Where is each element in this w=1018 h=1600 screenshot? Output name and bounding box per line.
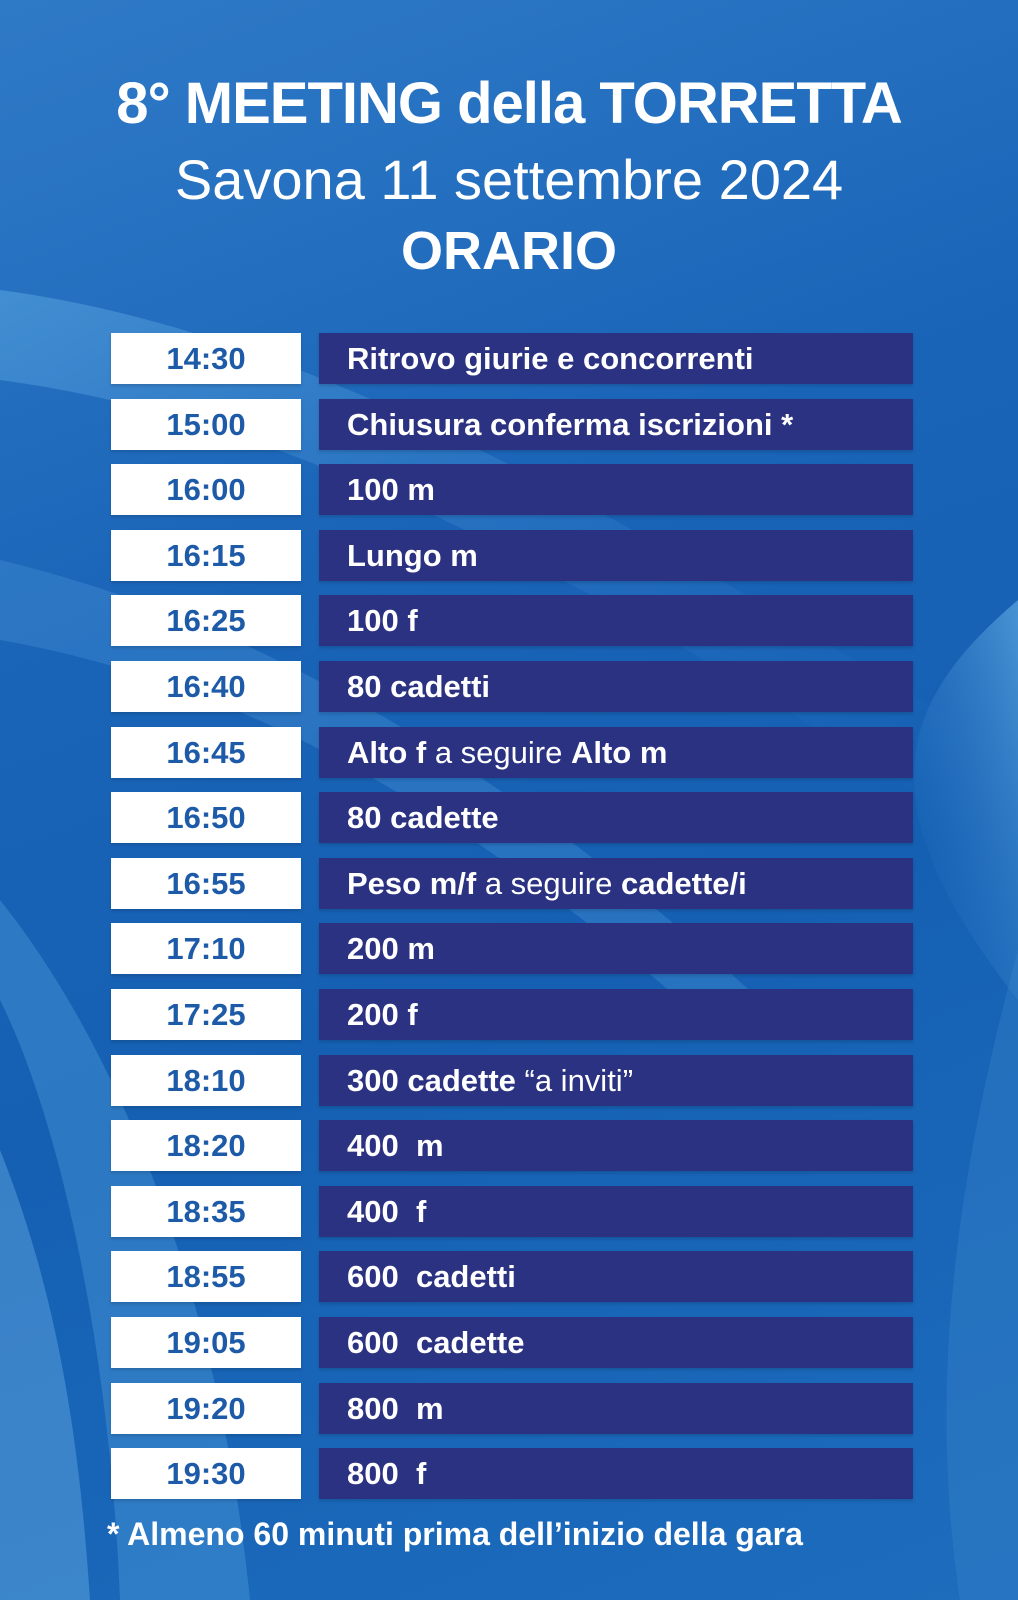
schedule-time: 19:05 <box>111 1317 301 1368</box>
meeting-date-location: Savona 11 settembre 2024 <box>174 148 844 211</box>
schedule-time: 17:10 <box>111 923 301 974</box>
schedule-row <box>111 595 913 646</box>
schedule-event-text: Lungo m <box>347 537 478 573</box>
schedule-row <box>111 1317 913 1368</box>
schedule-row <box>111 727 913 778</box>
schedule-event-text: 100 f <box>347 603 418 639</box>
schedule-time: 18:10 <box>111 1055 301 1106</box>
schedule-heading: ORARIO <box>401 221 617 281</box>
schedule-time: 18:35 <box>111 1186 301 1237</box>
schedule-time: 16:25 <box>111 595 301 646</box>
schedule-time: 17:25 <box>111 989 301 1040</box>
schedule-event <box>319 1055 913 1106</box>
schedule-time: 16:00 <box>111 464 301 515</box>
schedule-event-text: 80 cadette <box>347 800 499 836</box>
schedule-event <box>319 661 913 712</box>
schedule-event-text: 200 m <box>347 931 435 967</box>
schedule-event-text: 400 m <box>347 1128 444 1164</box>
schedule-event-text: cadette/i <box>620 865 747 901</box>
schedule-event <box>319 1448 913 1499</box>
schedule-event <box>319 464 913 515</box>
schedule-event-text: 400 f <box>347 1193 427 1229</box>
schedule-row <box>111 858 913 909</box>
schedule-row <box>111 464 913 515</box>
header <box>0 70 1018 282</box>
schedule-row <box>111 1251 913 1302</box>
schedule-time: 18:55 <box>111 1251 301 1302</box>
schedule-row <box>111 399 913 450</box>
schedule-event-text: 300 cadette <box>347 1062 516 1098</box>
schedule-row <box>111 923 913 974</box>
schedule-event-text: a seguire <box>426 734 571 770</box>
schedule-table <box>111 333 913 1514</box>
schedule-row <box>111 1120 913 1171</box>
schedule-event <box>319 989 913 1040</box>
schedule-event <box>319 1383 913 1434</box>
schedule-event-text: Alto m <box>570 734 668 770</box>
schedule-event <box>319 1317 913 1368</box>
schedule-event-text: 800 m <box>347 1390 444 1426</box>
schedule-event-text: 100 m <box>347 472 435 508</box>
schedule-row <box>111 989 913 1040</box>
schedule-time: 15:00 <box>111 399 301 450</box>
schedule-time: 16:50 <box>111 792 301 843</box>
schedule-row <box>111 1383 913 1434</box>
schedule-time: 16:55 <box>111 858 301 909</box>
schedule-event <box>319 530 913 581</box>
schedule-event <box>319 595 913 646</box>
schedule-event-text: 600 cadette <box>347 1324 525 1360</box>
schedule-event-text: 800 f <box>347 1456 427 1492</box>
schedule-event-text: Chiusura conferma iscrizioni * <box>347 406 794 442</box>
schedule-row <box>111 1448 913 1499</box>
schedule-event-text: 600 cadetti <box>347 1259 516 1295</box>
schedule-time: 16:15 <box>111 530 301 581</box>
schedule-event <box>319 792 913 843</box>
footnote: * Almeno 60 minuti prima dell’inizio della gara <box>107 1516 803 1552</box>
schedule-event <box>319 333 913 384</box>
schedule-time: 16:40 <box>111 661 301 712</box>
schedule-event <box>319 1186 913 1237</box>
schedule-event <box>319 858 913 909</box>
schedule-event <box>319 399 913 450</box>
schedule-event <box>319 1251 913 1302</box>
schedule-event-text: 80 cadetti <box>347 668 491 704</box>
schedule-row <box>111 1055 913 1106</box>
schedule-event-text: 200 f <box>347 996 418 1032</box>
meeting-title: 8° MEETING della TORRETTA <box>116 71 902 136</box>
schedule-time: 14:30 <box>111 333 301 384</box>
schedule-event-text: Ritrovo giurie e concorrenti <box>347 341 754 376</box>
schedule-row <box>111 792 913 843</box>
schedule-event <box>319 923 913 974</box>
schedule-row <box>111 661 913 712</box>
schedule-time: 19:20 <box>111 1383 301 1434</box>
schedule-time: 16:45 <box>111 727 301 778</box>
schedule-row <box>111 1186 913 1237</box>
schedule-event-text: a seguire <box>476 865 621 901</box>
schedule-event-text: Alto f <box>347 734 427 770</box>
schedule-time: 19:30 <box>111 1448 301 1499</box>
schedule-event <box>319 727 913 778</box>
schedule-event-text: “a inviti” <box>515 1062 634 1098</box>
schedule-time: 18:20 <box>111 1120 301 1171</box>
schedule-event <box>319 1120 913 1171</box>
schedule-row <box>111 333 913 384</box>
schedule-row <box>111 530 913 581</box>
schedule-event-text: Peso m/f <box>347 865 477 901</box>
